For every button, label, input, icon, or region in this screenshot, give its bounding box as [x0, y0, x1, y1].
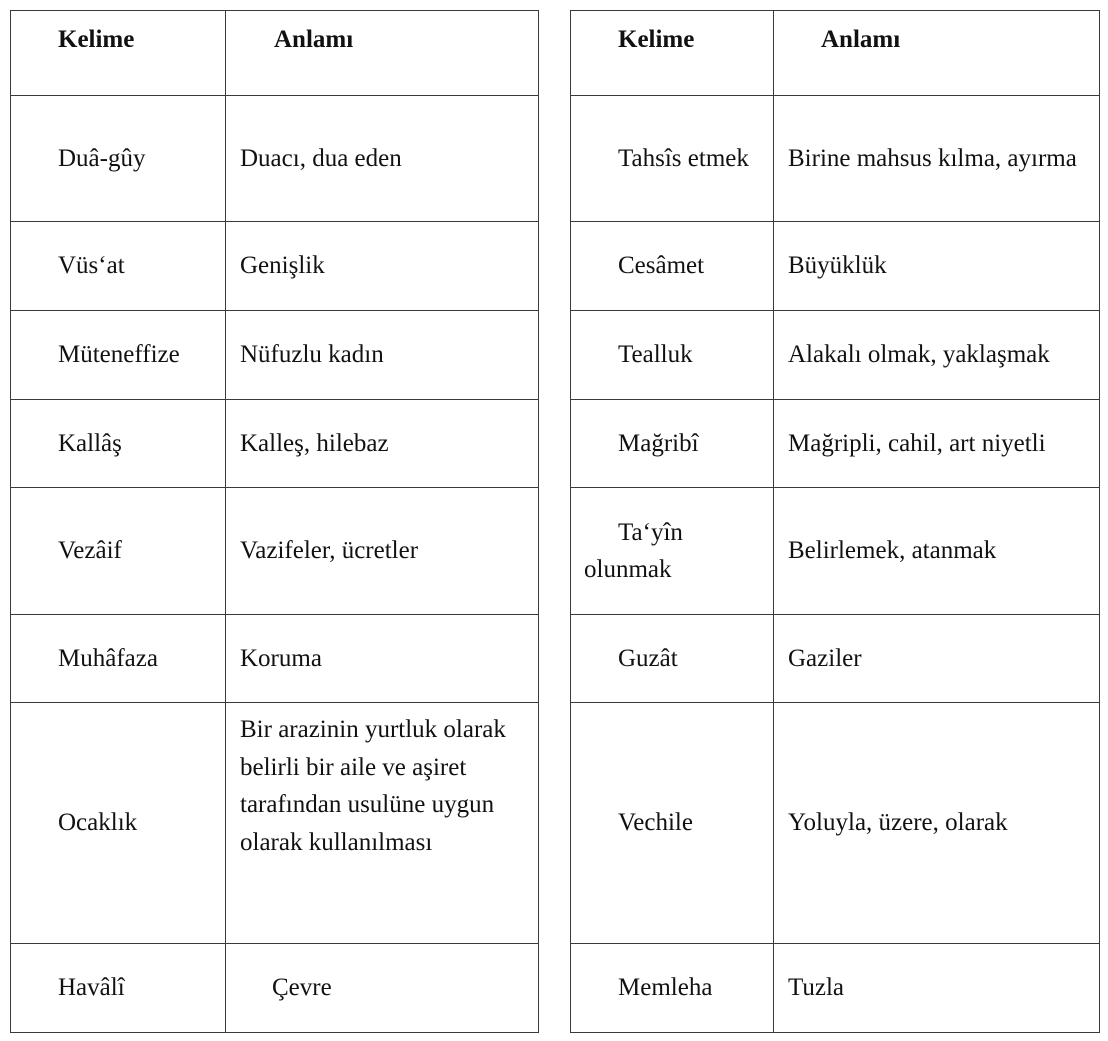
table-row — [11, 944, 539, 1033]
meaning-cell: Vazifeler, ücretler — [226, 488, 539, 615]
table-row — [11, 311, 539, 400]
word-cell: Ocaklık — [11, 703, 226, 944]
word-cell: Memleha — [571, 944, 774, 1033]
column-header-word: Kelime — [571, 11, 774, 96]
meaning-cell: Belirlemek, atanmak — [774, 488, 1100, 615]
meaning-cell: Kalleş, hilebaz — [226, 400, 539, 488]
table-row — [11, 96, 539, 222]
table-row — [571, 400, 1100, 488]
word-cell: Tahsîs etmek — [571, 96, 774, 222]
word-cell: Kallâş — [11, 400, 226, 488]
meaning-cell: Mağripli, cahil, art niyetli — [774, 400, 1100, 488]
table-row — [11, 400, 539, 488]
word-cell: Vüs‘at — [11, 222, 226, 311]
column-header-meaning: Anlamı — [226, 11, 539, 96]
meaning-cell: Duacı, dua eden — [226, 96, 539, 222]
table-row — [571, 96, 1100, 222]
word-cell: Cesâmet — [571, 222, 774, 311]
table-row — [571, 703, 1100, 944]
word-cell: Mağribî — [571, 400, 774, 488]
glossary-table-left — [10, 10, 539, 1033]
table-header-row — [571, 11, 1100, 96]
meaning-cell: Koruma — [226, 615, 539, 703]
meaning-cell: Alakalı olmak, yaklaşmak — [774, 311, 1100, 400]
table-row — [11, 222, 539, 311]
word-cell: Havâlî — [11, 944, 226, 1033]
meaning-cell: Gaziler — [774, 615, 1100, 703]
table-row — [11, 703, 539, 944]
meaning-cell: Yoluyla, üzere, olarak — [774, 703, 1100, 944]
word-cell: Guzât — [571, 615, 774, 703]
column-header-meaning: Anlamı — [774, 11, 1100, 96]
meaning-cell: Bir arazinin yurtluk olarak belirli bir aile ve aşiret tarafından usulüne uygun olarak kullanılması — [226, 703, 539, 944]
meaning-cell: Çevre — [226, 944, 539, 1033]
table-row — [11, 488, 539, 615]
word-cell: Muhâfaza — [11, 615, 226, 703]
meaning-cell: Genişlik — [226, 222, 539, 311]
word-cell: Vechile — [571, 703, 774, 944]
glossary-table-right — [570, 10, 1100, 1033]
meaning-cell: Nüfuzlu kadın — [226, 311, 539, 400]
word-cell: Tealluk — [571, 311, 774, 400]
meaning-cell: Tuzla — [774, 944, 1100, 1033]
table-row — [571, 311, 1100, 400]
word-cell: Vezâif — [11, 488, 226, 615]
word-cell: Müteneffize — [11, 311, 226, 400]
table-row — [571, 222, 1100, 311]
word-cell: Ta‘yîn olunmak — [571, 488, 774, 615]
table-row — [571, 488, 1100, 615]
meaning-cell: Birine mahsus kılma, ayırma — [774, 96, 1100, 222]
meaning-cell: Büyüklük — [774, 222, 1100, 311]
table-row — [11, 615, 539, 703]
column-header-word: Kelime — [11, 11, 226, 96]
word-cell: Duâ-gûy — [11, 96, 226, 222]
table-row — [571, 615, 1100, 703]
table-row — [571, 944, 1100, 1033]
table-header-row — [11, 11, 539, 96]
